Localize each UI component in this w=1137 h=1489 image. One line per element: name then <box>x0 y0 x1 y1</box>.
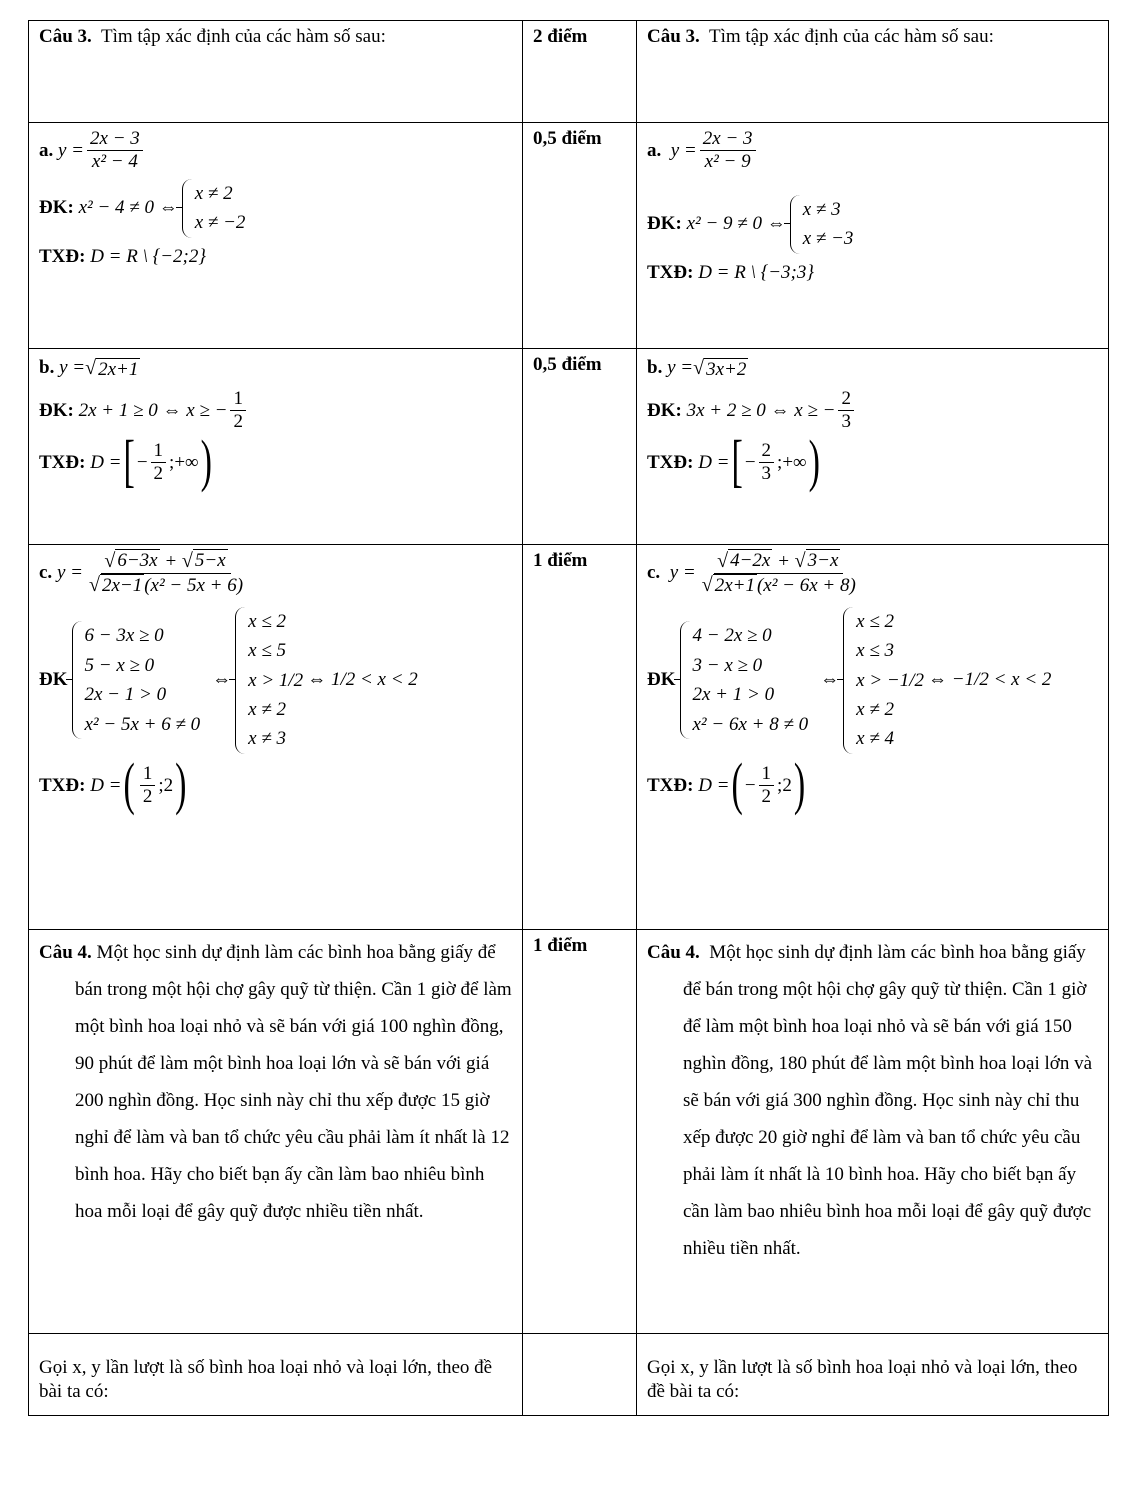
c-right-sys1-1: 3 − x ≥ 0 <box>692 654 763 676</box>
a-left-dk-sys-1: x ≠ −2 <box>194 212 246 234</box>
b-right-dk-label: ĐK: <box>647 399 682 421</box>
b-right-prefix: b. <box>647 357 663 379</box>
b-left-txd-fraction <box>151 441 167 485</box>
a-left-dk-system <box>182 179 246 238</box>
q4-left-cell <box>29 930 523 1334</box>
q3-points-cell <box>523 21 637 123</box>
q4-label-right: Câu 4. <box>647 942 700 963</box>
a-right-dk-sys-0: x ≠ 3 <box>802 198 841 220</box>
c-right-sys2-1: x ≤ 3 <box>856 640 895 662</box>
c-right-sys2-3: x ≠ 2 <box>856 699 895 721</box>
c-right-txd-den: 2 <box>761 785 772 807</box>
q4-points-cell <box>523 930 637 1334</box>
a-left-func-den: x² − 4 <box>91 150 138 172</box>
b-right-txd-den: 3 <box>761 462 772 484</box>
c-right-den-tail: (x² − 6x + 8) <box>756 574 856 596</box>
b-left-txd-tail: ;+∞ <box>169 451 199 473</box>
c-left-num-r1: 6−3x <box>117 550 158 571</box>
c-left-dk-system-2 <box>235 607 303 754</box>
row-question-3 <box>29 21 1109 123</box>
c-right-dk-label: ĐK <box>647 669 676 691</box>
q3-points: 2 điểm <box>533 26 588 47</box>
row-part-c <box>29 545 1109 930</box>
b-left-dk-fraction <box>230 389 246 433</box>
c-left-sys2-4: x ≠ 3 <box>248 728 287 750</box>
a-right-dk-expr: x² − 9 ≠ 0 ⇔ <box>686 213 786 235</box>
c-left-txd-fraction <box>140 764 156 808</box>
c-right-function-fraction: √ 4−2x + √ 3−x √ 2x+1 (x² − 6x + 8) <box>701 549 856 596</box>
b-right-txd-num: 2 <box>759 441 775 463</box>
q3-right-cell <box>637 21 1109 123</box>
a-right-func-den: x² − 9 <box>704 150 751 172</box>
a-left-function-fraction <box>87 129 143 173</box>
c-left-sys1-1: 5 − x ≥ 0 <box>84 654 155 676</box>
c-right-prefix: c. <box>647 561 661 583</box>
b-left-txd-den: 2 <box>153 462 164 484</box>
c-left-dk-label: ĐK <box>39 669 68 691</box>
a-left-cell: a. y = $\frac{2x - 3}{\text{x² − 4}}$ ĐK: x² − 4 ≠ 0 ⇔ x ≠ 2 x ≠ −2 TXĐ: D = R \ {−2;2} <box>29 123 523 349</box>
c-left-result: 1/2 < x < 2 <box>330 669 418 691</box>
b-points-cell <box>523 349 637 545</box>
b-right-radicand: 3x+2 <box>706 358 747 380</box>
c-left-txd-label: TXĐ: <box>39 774 86 796</box>
c-left-prefix: c. <box>39 561 53 583</box>
c-left-den-r: 2x−1 <box>101 574 143 596</box>
a-left-dk-sys-0: x ≠ 2 <box>194 182 233 204</box>
b-right-txd-label: TXĐ: <box>647 451 694 473</box>
b-right-sqrt: √ 3x+2 <box>693 356 747 380</box>
a-left-dk-expr: x² − 4 ≠ 0 ⇔ <box>78 197 178 219</box>
c-left-txd-num: 1 <box>140 764 156 786</box>
a-left-txd-expr: D = R \ {−2;2} <box>90 245 206 267</box>
c-right-dk-system-2 <box>843 607 924 754</box>
c-right-sys2-4: x ≠ 4 <box>856 728 895 750</box>
c-right-cell: c. y = √ 4−2x + √ 3−x √ 2x+1 (x² − 6x + 8) ĐK 4 − 2x ≥ 0 3 − x ≥ 0 2x + 1 > 0 x² − 6x + 8 ≠ 0 ⇔ x ≤ 2 x ≤ 3 x > −1/2 x ≠ 2 x ≠ 4 ⇔ −1/2 < x < 2 TXĐ: D = ( − $\frac{1}{2}$ ;2 ) <box>637 545 1109 930</box>
b-left-dk-num: 1 <box>230 389 246 411</box>
a-left-dk-label: ĐK: <box>39 197 74 219</box>
c-left-cell: c. y = √ 6−3x + √ 5−x √ 2x−1 (x² − 5x + 6) ĐK 6 − 3x ≥ 0 5 − x ≥ 0 2x − 1 > 0 x² − 5x + 6 ≠ 0 ⇔ x ≤ 2 x ≤ 5 x > 1/2 x ≠ 2 x ≠ 3 ⇔ 1/2 < x < 2 TXĐ: D = ( $\frac{1}{2}$ ;2 ) <box>29 545 523 930</box>
c-right-num-r1: 4−2x <box>730 550 771 571</box>
c-left-sys1-2: 2x − 1 > 0 <box>84 684 167 706</box>
q3-label: Câu 3. <box>39 26 92 47</box>
last-left-text: Gọi x, y lần lượt là số bình hoa loại nhỏ và loại lớn, theo đề bài ta có: <box>39 1357 493 1402</box>
c-right-sys1-2: 2x + 1 > 0 <box>692 684 775 706</box>
b-left-dk-den: 2 <box>233 410 243 432</box>
c-right-txd-num: 1 <box>759 764 775 786</box>
c-left-function-fraction: √ 6−3x + √ 5−x √ 2x−1 (x² − 5x + 6) <box>88 549 244 596</box>
a-points-cell <box>523 123 637 349</box>
a-right-dk-system <box>790 195 854 254</box>
c-right-sys1-3: x² − 6x + 8 ≠ 0 <box>692 713 809 735</box>
last-right-text: Gọi x, y lần lượt là số bình hoa loại nhỏ và loại lớn, theo đề bài ta có: <box>647 1357 1078 1402</box>
b-right-dk-fraction <box>838 389 854 433</box>
a-right-func-num: 2x − 3 <box>700 129 756 151</box>
b-left-sqrt: √ 2x+1 <box>85 356 139 380</box>
a-right-dk-sys-1: x ≠ −3 <box>802 228 854 250</box>
b-right-dk-num: 2 <box>838 389 854 411</box>
b-right-txd-tail: ;+∞ <box>777 451 807 473</box>
q4-points: 1 điểm <box>533 935 588 956</box>
c-right-sys2-2: x > −1/2 <box>856 669 924 691</box>
b-right-dk-expr: 3x + 2 ≥ 0 ⇔ x ≥ − <box>686 399 836 421</box>
last-right-cell <box>637 1334 1109 1416</box>
c-left-sys1-3: x² − 5x + 6 ≠ 0 <box>84 713 201 735</box>
c-right-sys1-0: 4 − 2x ≥ 0 <box>692 625 772 647</box>
c-right-txd-label: TXĐ: <box>647 774 694 796</box>
b-left-radicand: 2x+1 <box>98 358 139 380</box>
c-left-dk-system-1 <box>72 621 209 739</box>
a-right-txd-label: TXĐ: <box>647 261 694 283</box>
c-right-sys2-0: x ≤ 2 <box>856 610 895 632</box>
last-left-cell <box>29 1334 523 1416</box>
c-right-result: −1/2 < x < 2 <box>951 669 1052 691</box>
q3-left-text: Tìm tập xác định của các hàm số sau: <box>100 26 386 47</box>
b-left-prefix: b. <box>39 357 55 379</box>
q4-label: Câu 4. <box>39 942 92 963</box>
q3-left-cell <box>29 21 523 123</box>
a-points: 0,5 điểm <box>533 128 602 149</box>
row-part-b <box>29 349 1109 545</box>
a-right-function-fraction <box>700 129 756 173</box>
b-left-dk-expr: 2x + 1 ≥ 0 ⇔ x ≥ − <box>78 399 228 421</box>
c-left-sys2-0: x ≤ 2 <box>248 610 287 632</box>
q4-right-cell <box>637 930 1109 1334</box>
c-left-sys2-2: x > 1/2 <box>248 669 304 691</box>
b-right-txd-fraction <box>759 441 775 485</box>
c-right-den-r: 2x+1 <box>714 574 755 596</box>
a-left-prefix: a. <box>39 139 54 161</box>
b-points: 0,5 điểm <box>533 354 602 375</box>
q3-right-text: Tìm tập xác định của các hàm số sau: <box>708 26 994 47</box>
q4-right-text: Một học sinh dự định làm các bình hoa bằng giấy để bán trong một hội chợ gây quỹ từ thiện. Cần 1 giờ để làm một bình hoa loại nhỏ và sẽ bán với giá 150 nghìn đồng, 180 phút để làm một bình hoa loại lớn và sẽ bán với giá 300 nghìn đồng. Học sinh này chỉ thu xếp được 20 giờ nghỉ để làm và ban tổ chức yêu cầu phải làm ít nhất là 10 bình hoa. Hãy cho biết bạn ấy cần làm bao nhiêu bình hoa mỗi loại để gây quỹ được nhiều tiền nhất. <box>683 942 1093 1259</box>
c-right-num-r2: 3−x <box>807 550 839 571</box>
c-right-txd-tail: ;2 <box>777 774 792 796</box>
c-points-cell <box>523 545 637 930</box>
b-right-dk-den: 3 <box>841 410 851 432</box>
b-left-func: y = <box>59 357 86 379</box>
b-left-cell: b. y = √ 2x+1 ĐK: 2x + 1 ≥ 0 ⇔ x ≥ − $\frac{1}{2}$ TXĐ: D = [ − $\frac{1}{2}$ ;+∞ ) <box>29 349 523 545</box>
c-left-sys1-0: 6 − 3x ≥ 0 <box>84 625 164 647</box>
a-right-prefix: a. <box>647 139 662 161</box>
b-left-dk-label: ĐK: <box>39 399 74 421</box>
q3-label-right: Câu 3. <box>647 26 700 47</box>
c-left-sys2-1: x ≤ 5 <box>248 640 287 662</box>
answer-key-table <box>28 20 1109 1416</box>
b-right-func: y = <box>667 357 694 379</box>
last-points-cell <box>523 1334 637 1416</box>
c-right-txd-fraction <box>759 764 775 808</box>
c-left-txd-den: 2 <box>142 785 153 807</box>
row-question-4 <box>29 930 1109 1334</box>
a-left-txd-label: TXĐ: <box>39 245 86 267</box>
row-part-a <box>29 123 1109 349</box>
a-right-cell: a. y = $\frac{2x - 3}{\text{x² − 9}}$ ĐK: x² − 9 ≠ 0 ⇔ x ≠ 3 x ≠ −3 TXĐ: D = R \ {−3;3} <box>637 123 1109 349</box>
row-setup <box>29 1334 1109 1416</box>
b-right-cell: b. y = √ 3x+2 ĐK: 3x + 2 ≥ 0 ⇔ x ≥ − $\frac{2}{3}$ TXĐ: D = [ − $\frac{2}{3}$ ;+∞ ) <box>637 349 1109 545</box>
b-left-txd-num: 1 <box>151 441 167 463</box>
a-right-dk-label: ĐK: <box>647 213 682 235</box>
b-left-txd-label: TXĐ: <box>39 451 86 473</box>
c-points: 1 điểm <box>533 550 588 571</box>
c-right-dk-system-1 <box>680 621 817 739</box>
c-left-den-tail: (x² − 5x + 6) <box>144 574 244 596</box>
a-right-txd-expr: D = R \ {−3;3} <box>698 261 814 283</box>
q4-left-text: Một học sinh dự định làm các bình hoa bằng giấy để bán trong một hội chợ gây quỹ từ thiện. Cần 1 giờ để làm một bình hoa loại nhỏ và sẽ bán với giá 100 nghìn đồng, 90 phút để làm một bình hoa loại lớn và sẽ bán với giá 200 nghìn đồng. Học sinh này chỉ thu xếp được 15 giờ nghỉ để làm và ban tổ chức yêu cầu phải làm ít nhất là 12 bình hoa. Hãy cho biết bạn ấy cần làm bao nhiêu bình hoa mỗi loại để gây quỹ được nhiều tiền nhất. <box>75 942 512 1222</box>
c-left-sys2-3: x ≠ 2 <box>248 699 287 721</box>
a-left-func-num: 2x − 3 <box>87 129 143 151</box>
c-left-num-r2: 5−x <box>194 550 226 571</box>
c-left-txd-tail: ;2 <box>158 774 174 796</box>
